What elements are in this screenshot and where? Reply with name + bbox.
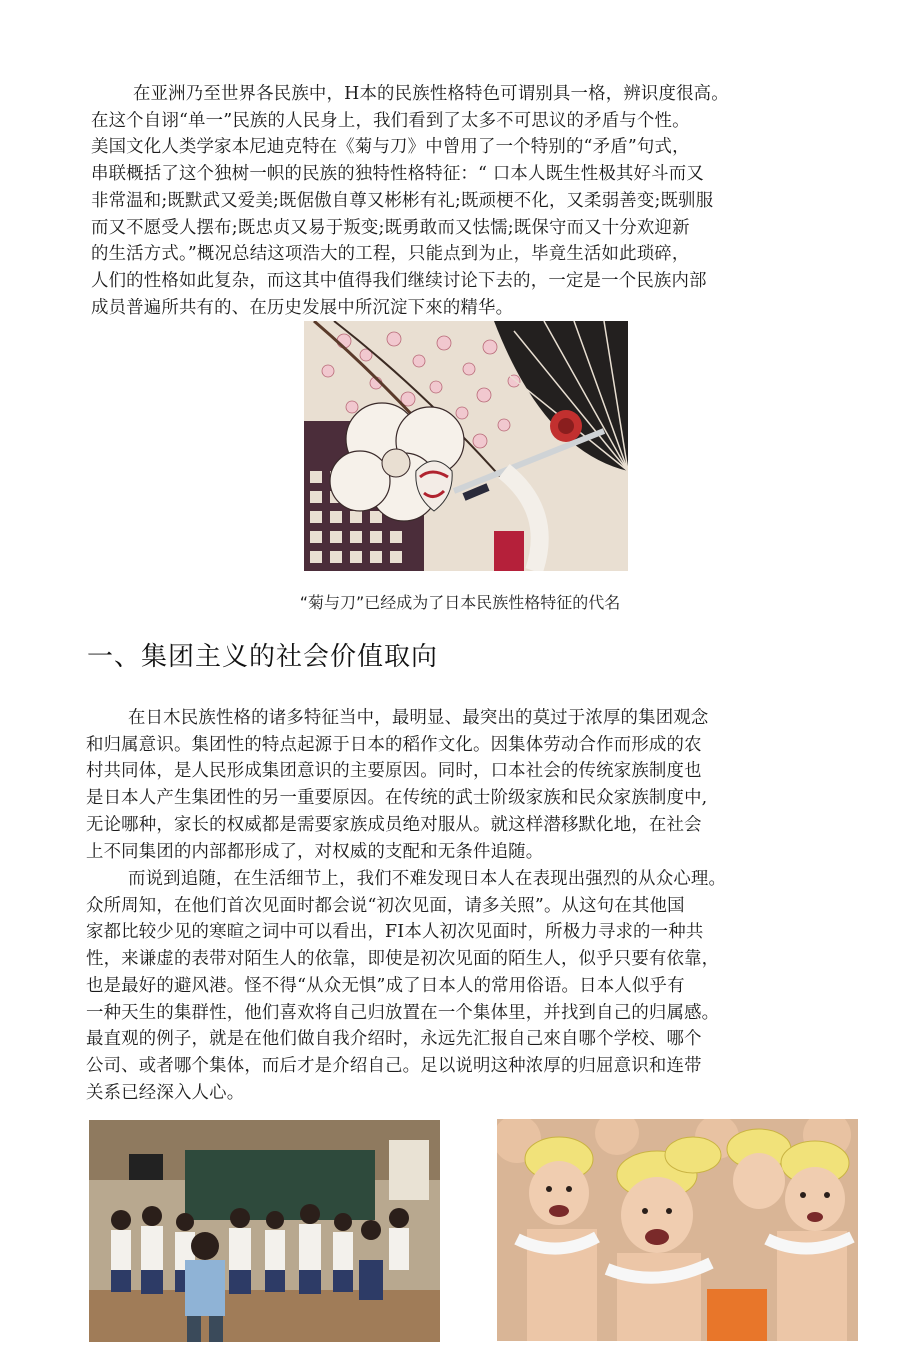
- chrysanthemum-sword-illustration: [304, 321, 628, 571]
- paragraph-line: 上不同集团的内部都形成了，对权威的支配和无条件追随。: [86, 841, 544, 862]
- intro-line: 而又不愿受人摆布;既忠贞又易于叛变;既勇敢而又怯懦;既保守而又十分欢迎新: [91, 217, 690, 238]
- paragraph-line: 无论哪种，家长的权威都是需要家族成员绝对服从。就这样潜移默化地，在社会: [86, 814, 702, 835]
- intro-line: 美国文化人类学家本尼迪克特在《菊与刀》中曾用了一个特别的“矛盾”句式，: [91, 137, 690, 158]
- figure-caption: “菊与刀”已经成为了日本民族性格特征的代名: [299, 593, 621, 612]
- classroom-students-photo: [89, 1120, 440, 1342]
- paragraph-line: 公司、或者哪个集体，而后才是介绍自己。足以说明这种浓厚的归屈意识和连带: [86, 1055, 702, 1076]
- intro-line: 人们的性格如此复杂，而这其中值得我们继续讨论下去的，一定是一个民族内部: [91, 270, 707, 291]
- paragraph-line: 和归属意识。集团性的特点起源于日本的稻作文化。因集体劳动合作而形成的农: [86, 734, 702, 755]
- paragraph-line: 最直观的例子，就是在他们做自我介绍时，永远先汇报自己來自哪个学校、哪个: [86, 1029, 702, 1050]
- intro-paragraph: [91, 81, 791, 321]
- intro-line: 成员普遍所共有的、在历史发展中所沉淀下來的精华。: [91, 297, 514, 318]
- paragraph-line: 是日本人产生集团性的另一重要原因。在传统的武士阶级家族和民众家族制度中,: [86, 788, 708, 809]
- paragraph-line: 一种天生的集群性，他们喜欢将自己归放置在一个集体里，并找到自己的归属感。: [86, 1002, 720, 1023]
- paragraph-line: 在日木民族性格的诸多特征当中，最明显、最突出的莫过于浓厚的集团观念: [128, 708, 709, 728]
- intro-line: 串联概括了这个独树一帜的民族的独特性格特征：“ 口本人既生性极其好斗而又: [91, 164, 704, 185]
- body-paragraph-1: [86, 705, 709, 865]
- paragraph-line: 村共同体，是人民形成集团意识的主要原因。同时，口本社会的传统家族制度也: [86, 761, 702, 782]
- intro-line: 非常温和;既默武又爱美;既倨傲自尊又彬彬有礼;既顽梗不化，又柔弱善变;既驯服: [91, 190, 714, 211]
- paragraph-line: 也是最好的避风港。怪不得“从众无惧”成了日本人的常用俗语。日本人似乎有: [86, 975, 685, 996]
- paragraph-line: 家都比较少见的寒暄之词中可以看出，FI本人初次见面时，所极力寻求的一种共: [86, 922, 704, 943]
- paragraph-line: 而说到追随，在生活细节上，我们不难发现日本人在表现出强烈的从众心理。: [128, 869, 727, 889]
- intro-line: 在亚洲乃至世界各民族中，H本的民族性格特色可谓别具一格，辨识度很高。: [133, 84, 729, 104]
- paragraph-line: 性，来谦虚的表带对陌生人的依靠，即使是初次见面的陌生人，似乎只要有依靠，: [86, 949, 720, 970]
- intro-line: 在这个自诩“单一”民族的人民身上，我们看到了太多不可思议的矛盾与个性。: [91, 110, 690, 131]
- paragraph-line: 关系已经深入人心。: [86, 1082, 245, 1103]
- paragraph-line: 众所周知，在他们首次见面时都会说“初次见面，请多关照”。从这句在其他国: [86, 895, 685, 916]
- children-yellow-hats-photo: [497, 1119, 858, 1341]
- section-heading: 一、集团主义的社会价值取向: [87, 642, 439, 672]
- body-paragraph-2: [86, 866, 726, 1106]
- intro-line: 的生活方式。”概况总结这项浩大的工程，只能点到为止，毕竟生活如此琐碎，: [91, 244, 690, 265]
